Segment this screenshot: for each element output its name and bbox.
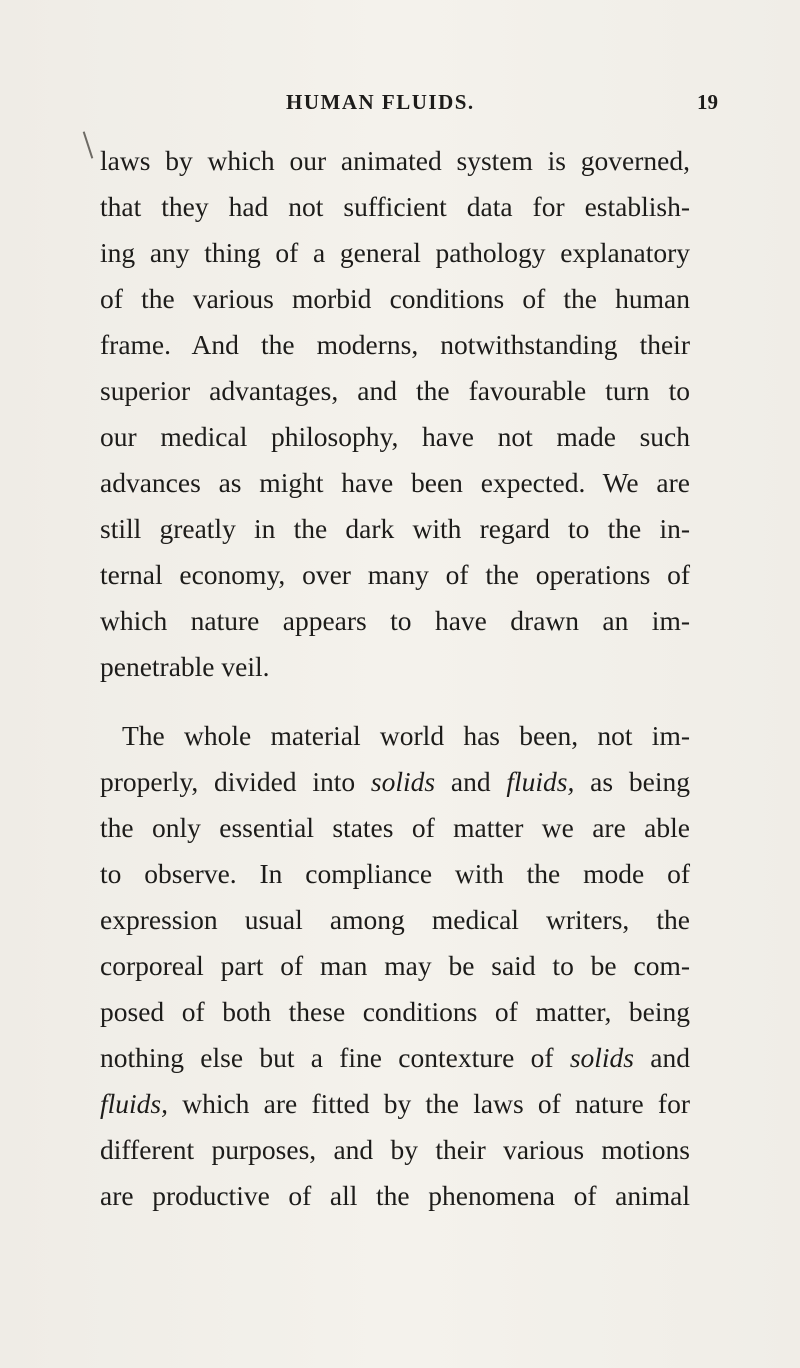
italic-term-solids: solids (370, 766, 436, 797)
text-run: properly, divided into (100, 766, 371, 797)
text-line: are productive of all the phenomena of animal (100, 1180, 690, 1211)
text-line: our medical philosophy, have not made such (100, 421, 690, 452)
text-line: of the various morbid conditions of the human (100, 283, 690, 314)
italic-term-fluids: fluids, (100, 1088, 168, 1119)
text-line: corporeal part of man may be said to be com- (100, 950, 690, 981)
text-line: penetrable veil. (100, 651, 270, 682)
text-line: the only essential states of matter we are able (100, 812, 690, 843)
running-head-title: HUMAN FLUIDS. (286, 90, 475, 114)
text-line: The whole material world has been, not im- (122, 720, 690, 751)
running-head (0, 86, 800, 116)
text-line (100, 1086, 690, 1122)
text-line: posed of both these conditions of matter, being (100, 996, 690, 1027)
text-line: which nature appears to have drawn an im- (100, 605, 690, 636)
margin-mark (83, 131, 94, 158)
text-line: ing any thing of a general pathology explanatory (100, 237, 690, 268)
text-line: different purposes, and by their various motions (100, 1134, 690, 1165)
text-line (100, 764, 690, 800)
text-line: to observe. In compliance with the mode of (100, 858, 690, 889)
text-run: nothing else but a fine contexture of (100, 1042, 570, 1073)
page-number: 19 (697, 90, 718, 114)
text-run: which are fitted by the laws of nature for (168, 1088, 690, 1119)
text-line: that they had not sufficient data for establish- (100, 191, 690, 222)
text-line: frame. And the moderns, notwithstanding their (100, 329, 690, 360)
text-line (100, 1040, 690, 1076)
text-line: laws by which our animated system is governed, (100, 145, 690, 176)
text-line: superior advantages, and the favourable turn to (100, 375, 690, 406)
text-line: advances as might have been expected. We are (100, 467, 690, 498)
text-line: expression usual among medical writers, the (100, 904, 690, 935)
italic-term-solids: solids (569, 1042, 634, 1073)
text-run: as being (574, 766, 690, 797)
text-run: and (634, 1042, 690, 1073)
text-line: ternal economy, over many of the operations of (100, 559, 690, 590)
text-line: still greatly in the dark with regard to the in- (100, 513, 690, 544)
text-run: and (435, 766, 507, 797)
italic-term-fluids: fluids, (506, 766, 575, 797)
